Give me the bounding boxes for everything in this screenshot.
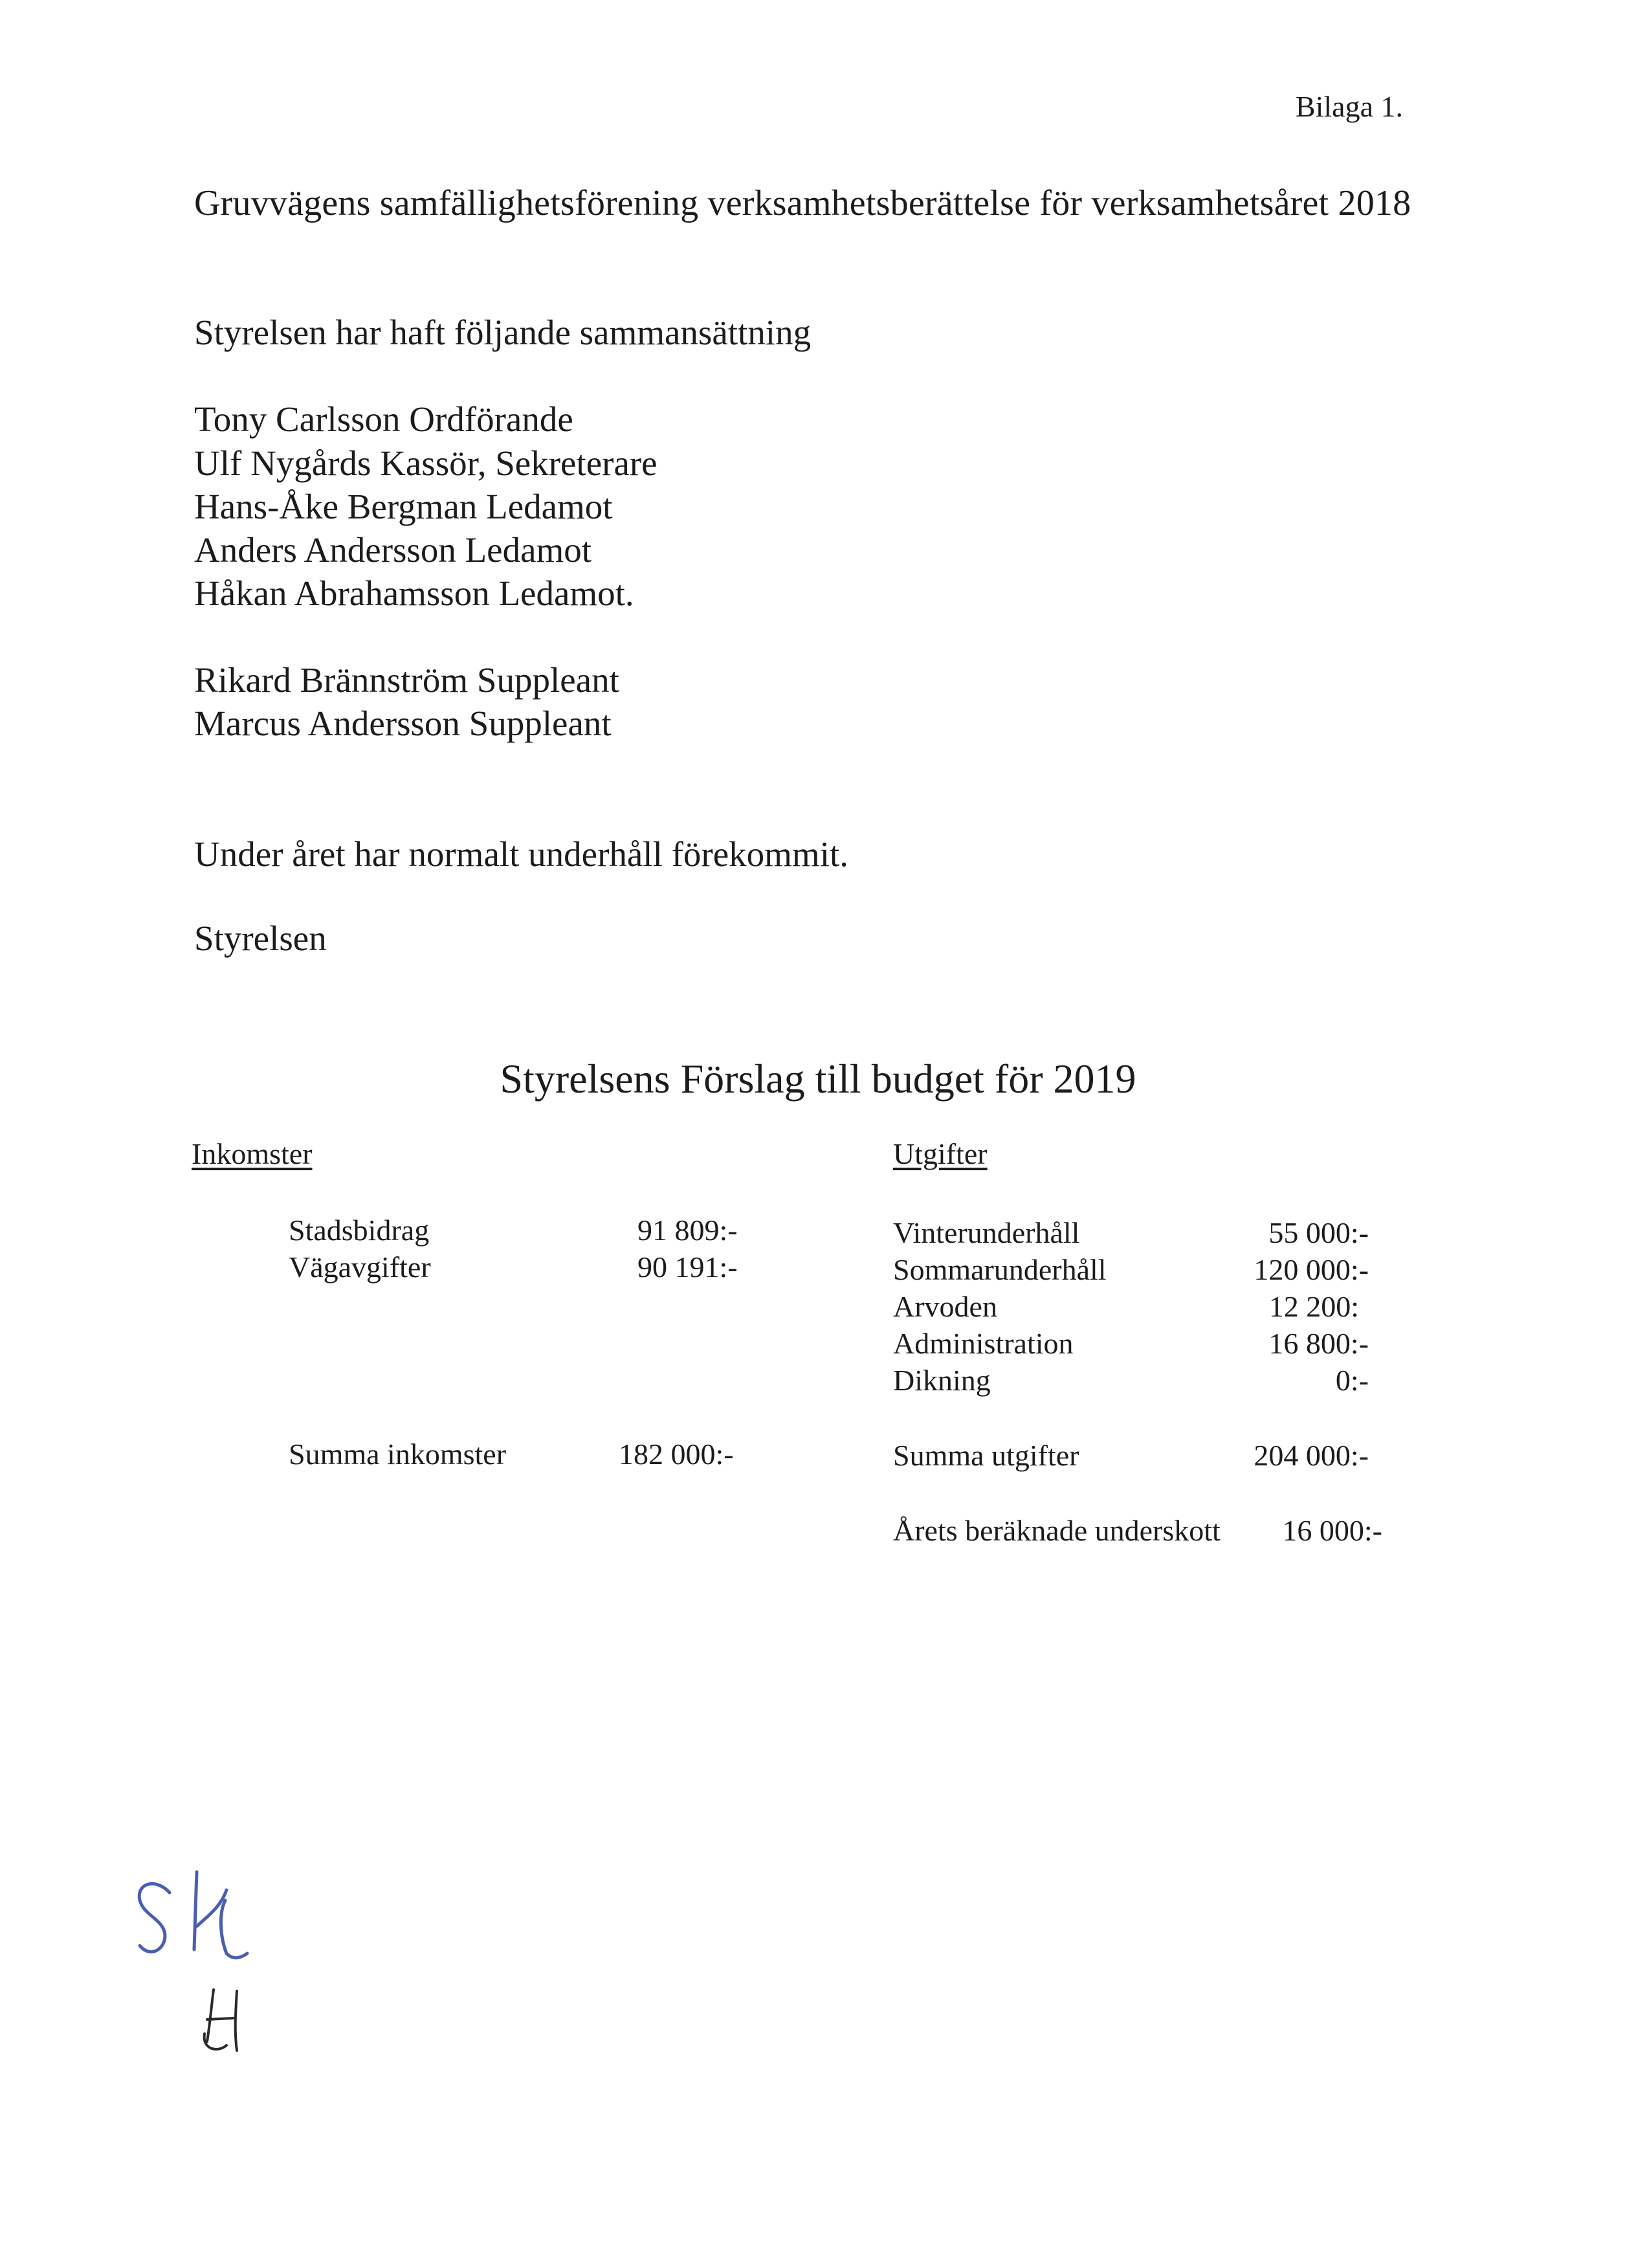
expense-item-amount: 0:- — [1335, 1364, 1369, 1397]
income-item-label: Stadsbidrag — [289, 1214, 430, 1247]
income-item-amount: 90 191:- — [637, 1251, 738, 1284]
expense-item-amount: 16 800:- — [1268, 1327, 1369, 1360]
deficit-label: Årets beräknade underskott — [893, 1514, 1221, 1547]
document-title: Gruvvägens samfällighetsförening verksamhetsberättelse för verksamhetsåret 2018 — [194, 183, 1411, 223]
expense-total-amount: 204 000:- — [1254, 1439, 1369, 1472]
initials-h — [204, 1990, 237, 2051]
expense-item-amount: 120 000:- — [1254, 1253, 1369, 1286]
deficit-amount: 16 000:- — [1282, 1514, 1382, 1547]
attachment-label: Bilaga 1. — [1295, 90, 1403, 123]
board-member: Ulf Nygårds Kassör, Sekreterare — [194, 443, 658, 483]
expense-item-label: Administration — [893, 1327, 1074, 1360]
board-deputy: Rikard Brännström Suppleant — [194, 660, 619, 700]
expense-total-label: Summa utgifter — [893, 1439, 1079, 1472]
expense-item-amount: 12 200: — [1268, 1290, 1359, 1323]
board-member: Håkan Abrahamsson Ledamot. — [194, 573, 634, 613]
income-total-label: Summa inkomster — [289, 1438, 507, 1471]
expense-item-label: Arvoden — [893, 1290, 997, 1323]
expense-item-amount: 55 000:- — [1268, 1216, 1369, 1249]
board-member: Hans-Åke Bergman Ledamot — [194, 487, 613, 526]
board-heading: Styrelsen har haft följande sammansättning — [194, 313, 812, 352]
maintenance-note: Under året har normalt underhåll förekommit. — [194, 834, 849, 874]
initials-sk — [139, 1872, 247, 1958]
signature-line: Styrelsen — [194, 918, 327, 958]
board-member: Anders Andersson Ledamot — [194, 530, 592, 570]
income-item-amount: 91 809:- — [637, 1214, 738, 1247]
income-item-label: Vägavgifter — [289, 1251, 431, 1284]
expense-item-label: Dikning — [893, 1364, 991, 1397]
board-member: Tony Carlsson Ordförande — [194, 399, 573, 439]
board-deputy: Marcus Andersson Suppleant — [194, 704, 612, 743]
budget-title: Styrelsens Förslag till budget för 2019 — [500, 1056, 1136, 1102]
expense-item-label: Sommarunderhåll — [893, 1253, 1107, 1286]
handwritten-initials — [129, 1864, 298, 2084]
expense-heading: Utgifter — [893, 1137, 988, 1170]
expense-item-label: Vinterunderhåll — [893, 1216, 1080, 1249]
income-heading: Inkomster — [192, 1137, 313, 1170]
income-total-amount: 182 000:- — [619, 1438, 734, 1471]
